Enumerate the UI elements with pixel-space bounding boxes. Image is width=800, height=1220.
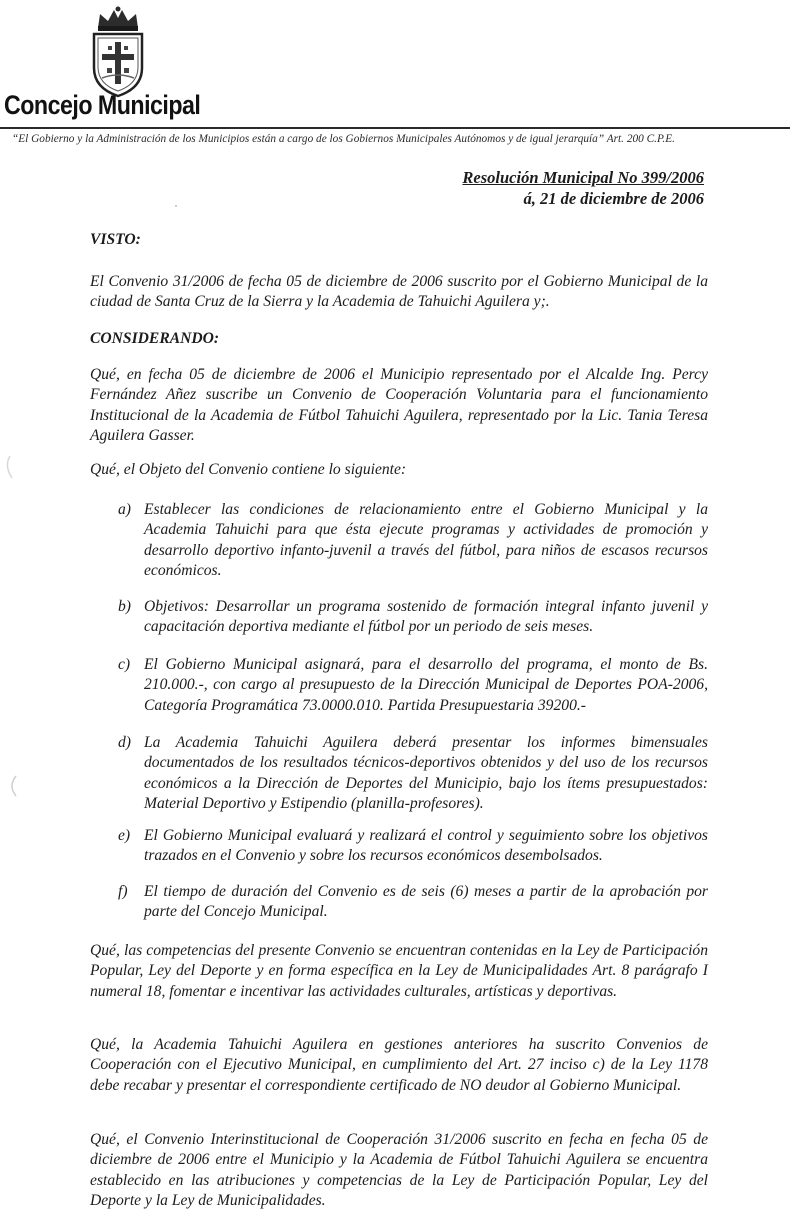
list-item-text: El Gobierno Municipal asignará, para el desarrollo del programa, el monto de Bs. 210.000.-, con cargo al presupuesto de la Dirección Municipal de Deportes POA-2006, Categoría Programática 73.0000.010. Partida Presupuestaria 39200.-: [144, 656, 708, 714]
list-item-text: Establecer las condiciones de relacionamiento entre el Gobierno Municipal y la Academia Tahuichi para que ésta ejecute programas y actividades de promoción y desarrollo deportivo infanto-juvenil a través del fútbol, para niños de escasos recursos económicos.: [144, 501, 708, 579]
org-name: Concejo Municipal: [4, 90, 201, 120]
list-item-marker: c): [118, 656, 131, 673]
list-item-text: El Gobierno Municipal evaluará y realizará el control y seguimiento sobre los objetivos trazados en el Convenio y sobre los recursos económicos desembolsados.: [144, 827, 708, 865]
visto-text: El Convenio 31/2006 de fecha 05 de diciembre de 2006 suscrito por el Gobierno Municipal de la ciudad de Santa Cruz de la Sierra y la Academia de Tahuichi Aguilera y;.: [90, 273, 708, 311]
list-item: [118, 500, 708, 581]
coat-of-arms-emblem: [88, 6, 148, 98]
considerando-paragraph-1: Qué, en fecha 05 de diciembre de 2006 el Municipio representado por el Alcalde Ing. Percy Fernández Añez suscribe un Convenio de Cooperación Voluntaria para el funcionamiento Institucional de la Academia de Fútbol Tahuichi Aguilera, representado por la Lic. Tania Teresa Aguilera Gasser.: [90, 366, 708, 444]
list-item-marker: b): [118, 598, 131, 615]
list-item: [118, 597, 708, 638]
header-rule: [0, 127, 790, 129]
list-item-text: Objetivos: Desarrollar un programa sostenido de formación integral infanto juvenil y capacitación deportiva mediante el fútbol por un periodo de seis meses.: [144, 598, 708, 636]
considerando-heading: CONSIDERANDO:: [90, 330, 220, 347]
considerando-paragraph-3: Qué, las competencias del presente Convenio se encuentran contenidas en la Ley de Participación Popular, Ley del Deporte y en forma específica en la Ley de Municipalidades Art. 8 parágrafo I numeral 18, fomentar e incentivar las actividades culturales, artísticas y deportivas.: [90, 942, 708, 1000]
list-item: [118, 655, 708, 716]
list-item-marker: e): [118, 827, 131, 844]
list-item: [118, 733, 708, 814]
header-motto: “El Gobierno y la Administración de los Municipios están a cargo de los Gobiernos Municipales Autónomos y de igual jerarquía” Art. 200 C.P.E.: [12, 133, 675, 145]
list-item-text: El tiempo de duración del Convenio es de seis (6) meses a partir de la aprobación por parte del Concejo Municipal.: [144, 883, 708, 921]
list-item: [118, 826, 708, 867]
considerando-paragraph-5: Qué, el Convenio Interinstitucional de Cooperación 31/2006 suscrito en fecha en fecha 05 de diciembre de 2006 entre el Municipio y la Academia de Fútbol Tahuichi Aguilera se encuentra establecido en las atribuciones y competencias de la Ley de Participación Popular, Ley del Deporte y la Ley de Municipalidades.: [90, 1131, 708, 1209]
list-item-marker: f): [118, 883, 128, 900]
considerando-paragraph-2: Qué, el Objeto del Convenio contiene lo siguiente:: [90, 461, 407, 478]
visto-heading: VISTO:: [90, 231, 141, 248]
resolution-number: Resolución Municipal No 399/2006: [462, 168, 704, 187]
resolution-date: á, 21 de diciembre de 2006: [523, 189, 704, 208]
considerando-paragraph-4: Qué, la Academia Tahuichi Aguilera en gestiones anteriores ha suscrito Convenios de Cooperación con el Ejecutivo Municipal, en cumplimiento del Art. 27 inciso c) de la Ley 1178 debe recabar y presentar el correspondiente certificado de NO deudor al Gobierno Municipal.: [90, 1036, 708, 1094]
list-item-marker: a): [118, 501, 131, 518]
list-item: [118, 882, 708, 923]
list-item-marker: d): [118, 734, 131, 751]
list-item-text: La Academia Tahuichi Aguilera deberá presentar los informes bimensuales documentados de los resultados técnicos-deportivos obtenidos y del uso de los recursos económicos a la Dirección de Deportes del Municipio, bajo los ítems presupuestados: Material Deportivo y Estipendio (planilla-profesores).: [144, 734, 708, 812]
